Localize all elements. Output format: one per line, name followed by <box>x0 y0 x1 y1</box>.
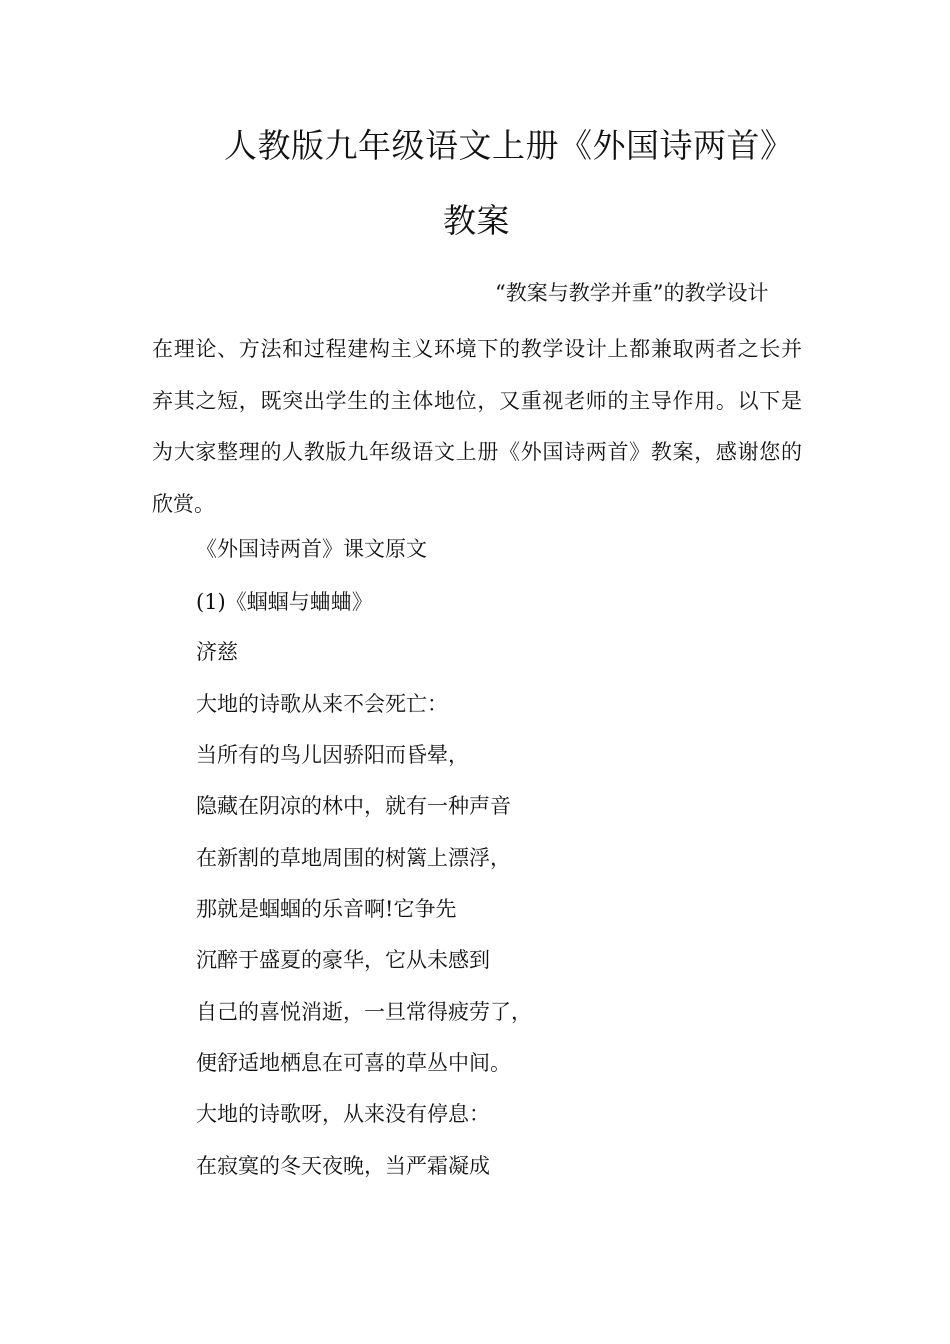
poem-line: 沉醉于盛夏的豪华，它从未感到 <box>196 948 490 972</box>
document-subtitle: “教案与教学并重”的教学设计 <box>495 281 769 305</box>
poem-line: 大地的诗歌从来不会死亡： <box>196 692 448 716</box>
poem-line: 当所有的鸟儿因骄阳而昏晕， <box>196 743 469 767</box>
poem-line: 自己的喜悦消逝，一旦常得疲劳了， <box>196 1000 532 1024</box>
section-heading: 《外国诗两首》课文原文 <box>196 537 427 561</box>
document-title-line-2: 教案 <box>443 201 510 240</box>
poem-title: (1)《蝈蝈与蛐蛐》 <box>196 590 373 614</box>
poem-line: 在新割的草地周围的树篱上漂浮， <box>196 846 511 870</box>
poem-line: 大地的诗歌呀，从来没有停息： <box>196 1102 490 1126</box>
poem-line: 在寂寞的冬天夜晚，当严霜凝成 <box>196 1154 490 1178</box>
poem-line: 便舒适地栖息在可喜的草丛中间。 <box>196 1051 511 1075</box>
intro-paragraph: 在理论、方法和过程建构主义环境下的教学设计上都兼取两者之长并弃其之短，既突出学生的主体地位，又重视老师的主导作用。以下是为大家整理的人教版九年级语文上册《外国诗两首》教案，感谢您的欣赏。 <box>152 337 802 516</box>
poem-line: 隐藏在阴凉的林中，就有一种声音 <box>196 794 511 818</box>
poem-author: 济慈 <box>196 640 238 664</box>
document-title-line-1: 人教版九年级语文上册《外国诗两首》 <box>224 126 794 165</box>
poem-line: 那就是蝈蝈的乐音啊!它争先 <box>196 897 457 921</box>
